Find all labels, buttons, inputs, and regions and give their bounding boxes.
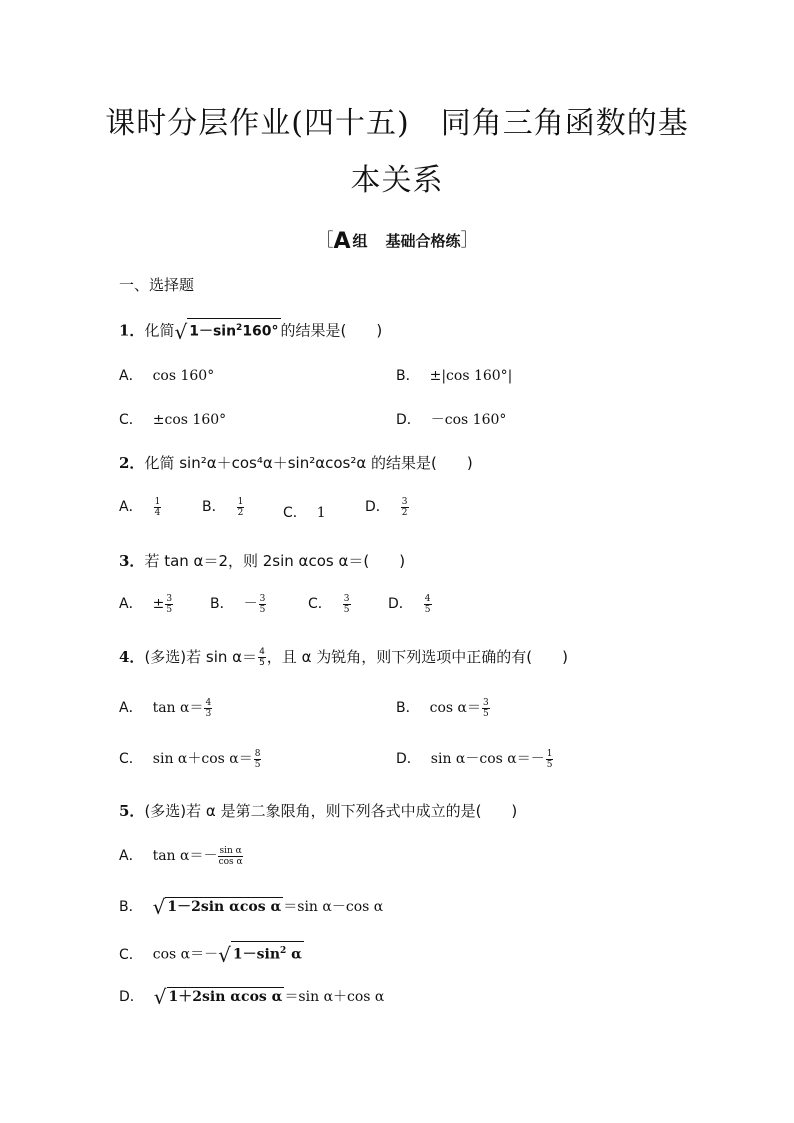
fraction [482, 698, 490, 719]
question-number: 2． [119, 454, 145, 472]
option-label: D． [396, 751, 421, 767]
option-d [396, 409, 506, 429]
option-c [119, 748, 262, 770]
question-number: 1． [119, 321, 145, 340]
option-d [365, 496, 410, 518]
numerator: 3 [482, 697, 489, 708]
option-a [119, 697, 213, 719]
option-expr: cos α＝ [429, 700, 481, 716]
denominator: 5 [166, 604, 173, 615]
option-a [119, 496, 162, 518]
fraction [424, 594, 432, 615]
option-expr: ＝sin α＋cos α [284, 989, 385, 1005]
option-label: D． [388, 596, 413, 612]
option-expr: tan α＝－ [152, 848, 218, 864]
page-title-line1: 课时分层作业(四十五) 同角三角函数的基 [105, 106, 689, 141]
question-number: 3． [119, 552, 145, 570]
option-expr: sin α＋cos α＝ [152, 751, 253, 767]
radicand: 1－2sin αcos α [167, 899, 282, 915]
option-text: 1 [316, 505, 326, 521]
denominator: 5 [546, 759, 553, 770]
option-label: C． [308, 596, 332, 612]
option-a [119, 593, 174, 615]
option-c [119, 409, 226, 429]
option-label: A． [119, 596, 143, 612]
numerator: sin α [219, 845, 242, 856]
option-label: A． [119, 700, 143, 716]
option-text: －cos 160° [430, 412, 507, 428]
question-number: 4． [119, 648, 145, 666]
option-b [202, 496, 245, 518]
option-label: B． [396, 700, 420, 716]
numerator: 3 [166, 593, 173, 604]
question-text-pre: (多选)若 sin α＝ [144, 648, 258, 666]
fraction [401, 497, 409, 518]
group-letter: A [333, 229, 351, 254]
numerator: 3 [401, 496, 408, 507]
exponent: 2 [236, 323, 243, 333]
numerator: 3 [259, 593, 266, 604]
fraction [546, 749, 554, 770]
option-label: A． [119, 368, 143, 384]
question-text-pre: 化简 [144, 321, 175, 340]
sqrt-expression: √ $1-\sin^2$ α [218, 942, 302, 967]
option-label: B． [396, 368, 420, 384]
option-text: ±cos 160° [152, 412, 227, 428]
option-text: cos 160° [152, 368, 215, 384]
option-label: B． [202, 499, 226, 515]
numerator: 4 [259, 647, 265, 657]
option-d [388, 593, 433, 615]
fraction [154, 497, 162, 518]
question-text: 若 tan α＝2，则 2sin αcos α＝( ) [144, 552, 406, 570]
option-a [119, 845, 244, 867]
option-expr: tan α＝ [152, 700, 204, 716]
option-label: D． [365, 499, 390, 515]
fraction [259, 594, 267, 615]
option-b [396, 365, 512, 385]
option-d [119, 985, 385, 1009]
numerator: 8 [254, 748, 261, 759]
denominator: 5 [259, 604, 266, 615]
denominator: 5 [343, 604, 350, 615]
option-c [308, 593, 352, 615]
option-c [119, 941, 304, 967]
fraction [165, 594, 173, 615]
radicand-post: 160° [242, 323, 279, 340]
denominator: 2 [401, 507, 408, 518]
sign: － [530, 751, 545, 767]
option-label: B． [119, 899, 143, 915]
group-open-bracket: ［ [315, 230, 334, 251]
sqrt-expression: √ $1-\sin^2160^\circ$ [174, 319, 279, 344]
option-a [119, 365, 214, 385]
section-heading: 一、选择题 [119, 276, 195, 294]
option-expr: cos α＝－ [152, 946, 219, 963]
option-label: B． [210, 596, 234, 612]
group-text: 基础合格练 [385, 232, 461, 250]
page-title-line2: 本关系 [350, 163, 444, 198]
question-3 [119, 550, 405, 571]
fraction [258, 647, 266, 668]
radicand: 1－sin [189, 323, 237, 340]
option-d [396, 748, 554, 770]
option-expr: ＝sin α－cos α [283, 899, 384, 915]
question-2 [119, 452, 473, 473]
radicand: 1－sin [232, 946, 281, 963]
sqrt-expression: √ 1＋2sin αcos α [153, 985, 283, 1009]
radicand-post: α [286, 946, 302, 963]
fraction [237, 497, 245, 518]
question-text: (多选)若 α 是第二象限角，则下列各式中成立的是( ) [144, 802, 518, 820]
option-text: ±|cos 160°| [429, 368, 513, 384]
numerator: 1 [546, 748, 553, 759]
exponent: 2 [280, 946, 287, 956]
denominator: 5 [424, 604, 431, 615]
option-label: C． [119, 412, 143, 428]
option-label: C． [283, 505, 307, 521]
denominator: 5 [259, 658, 265, 668]
question-number: 5． [119, 802, 145, 820]
fraction [254, 749, 262, 770]
group-close-bracket: ］ [460, 230, 479, 251]
option-label: D． [119, 989, 144, 1005]
numerator: 3 [343, 593, 350, 604]
option-c [283, 502, 326, 522]
sign: ± [152, 596, 165, 612]
fraction [204, 698, 212, 719]
sign: － [243, 596, 258, 612]
denominator: 2 [237, 507, 244, 518]
option-b [396, 697, 491, 719]
option-label: C． [119, 946, 143, 963]
numerator: 1 [154, 496, 161, 507]
option-b [210, 593, 267, 615]
denominator: 4 [154, 507, 161, 518]
denominator: 5 [254, 759, 261, 770]
question-text: 化简 sin²α＋cos⁴α＋sin²αcos²α 的结果是( ) [144, 454, 473, 472]
numerator: 4 [205, 697, 212, 708]
option-label: A． [119, 499, 143, 515]
option-label: D． [396, 412, 421, 428]
numerator: 4 [424, 593, 431, 604]
question-text-post: ，且 α 为锐角，则下列选项中正确的有( ) [266, 648, 568, 666]
question-4 [119, 646, 568, 668]
option-expr: sin α－cos α＝ [430, 751, 531, 767]
option-label: A． [119, 848, 143, 864]
question-text-post: 的结果是( ) [280, 321, 383, 340]
sqrt-expression: √ 1－2sin αcos α [152, 895, 282, 919]
group-heading [0, 226, 794, 254]
fraction [218, 846, 242, 867]
option-label: C． [119, 751, 143, 767]
fraction [343, 594, 351, 615]
question-5 [119, 800, 517, 821]
denominator: cos α [218, 856, 243, 867]
numerator: 1 [237, 496, 244, 507]
radicand: 1＋2sin αcos α [168, 989, 283, 1005]
option-b [119, 895, 384, 919]
denominator: 3 [205, 708, 212, 719]
question-1 [119, 318, 383, 344]
denominator: 5 [482, 708, 489, 719]
group-label: 组 [352, 232, 368, 250]
